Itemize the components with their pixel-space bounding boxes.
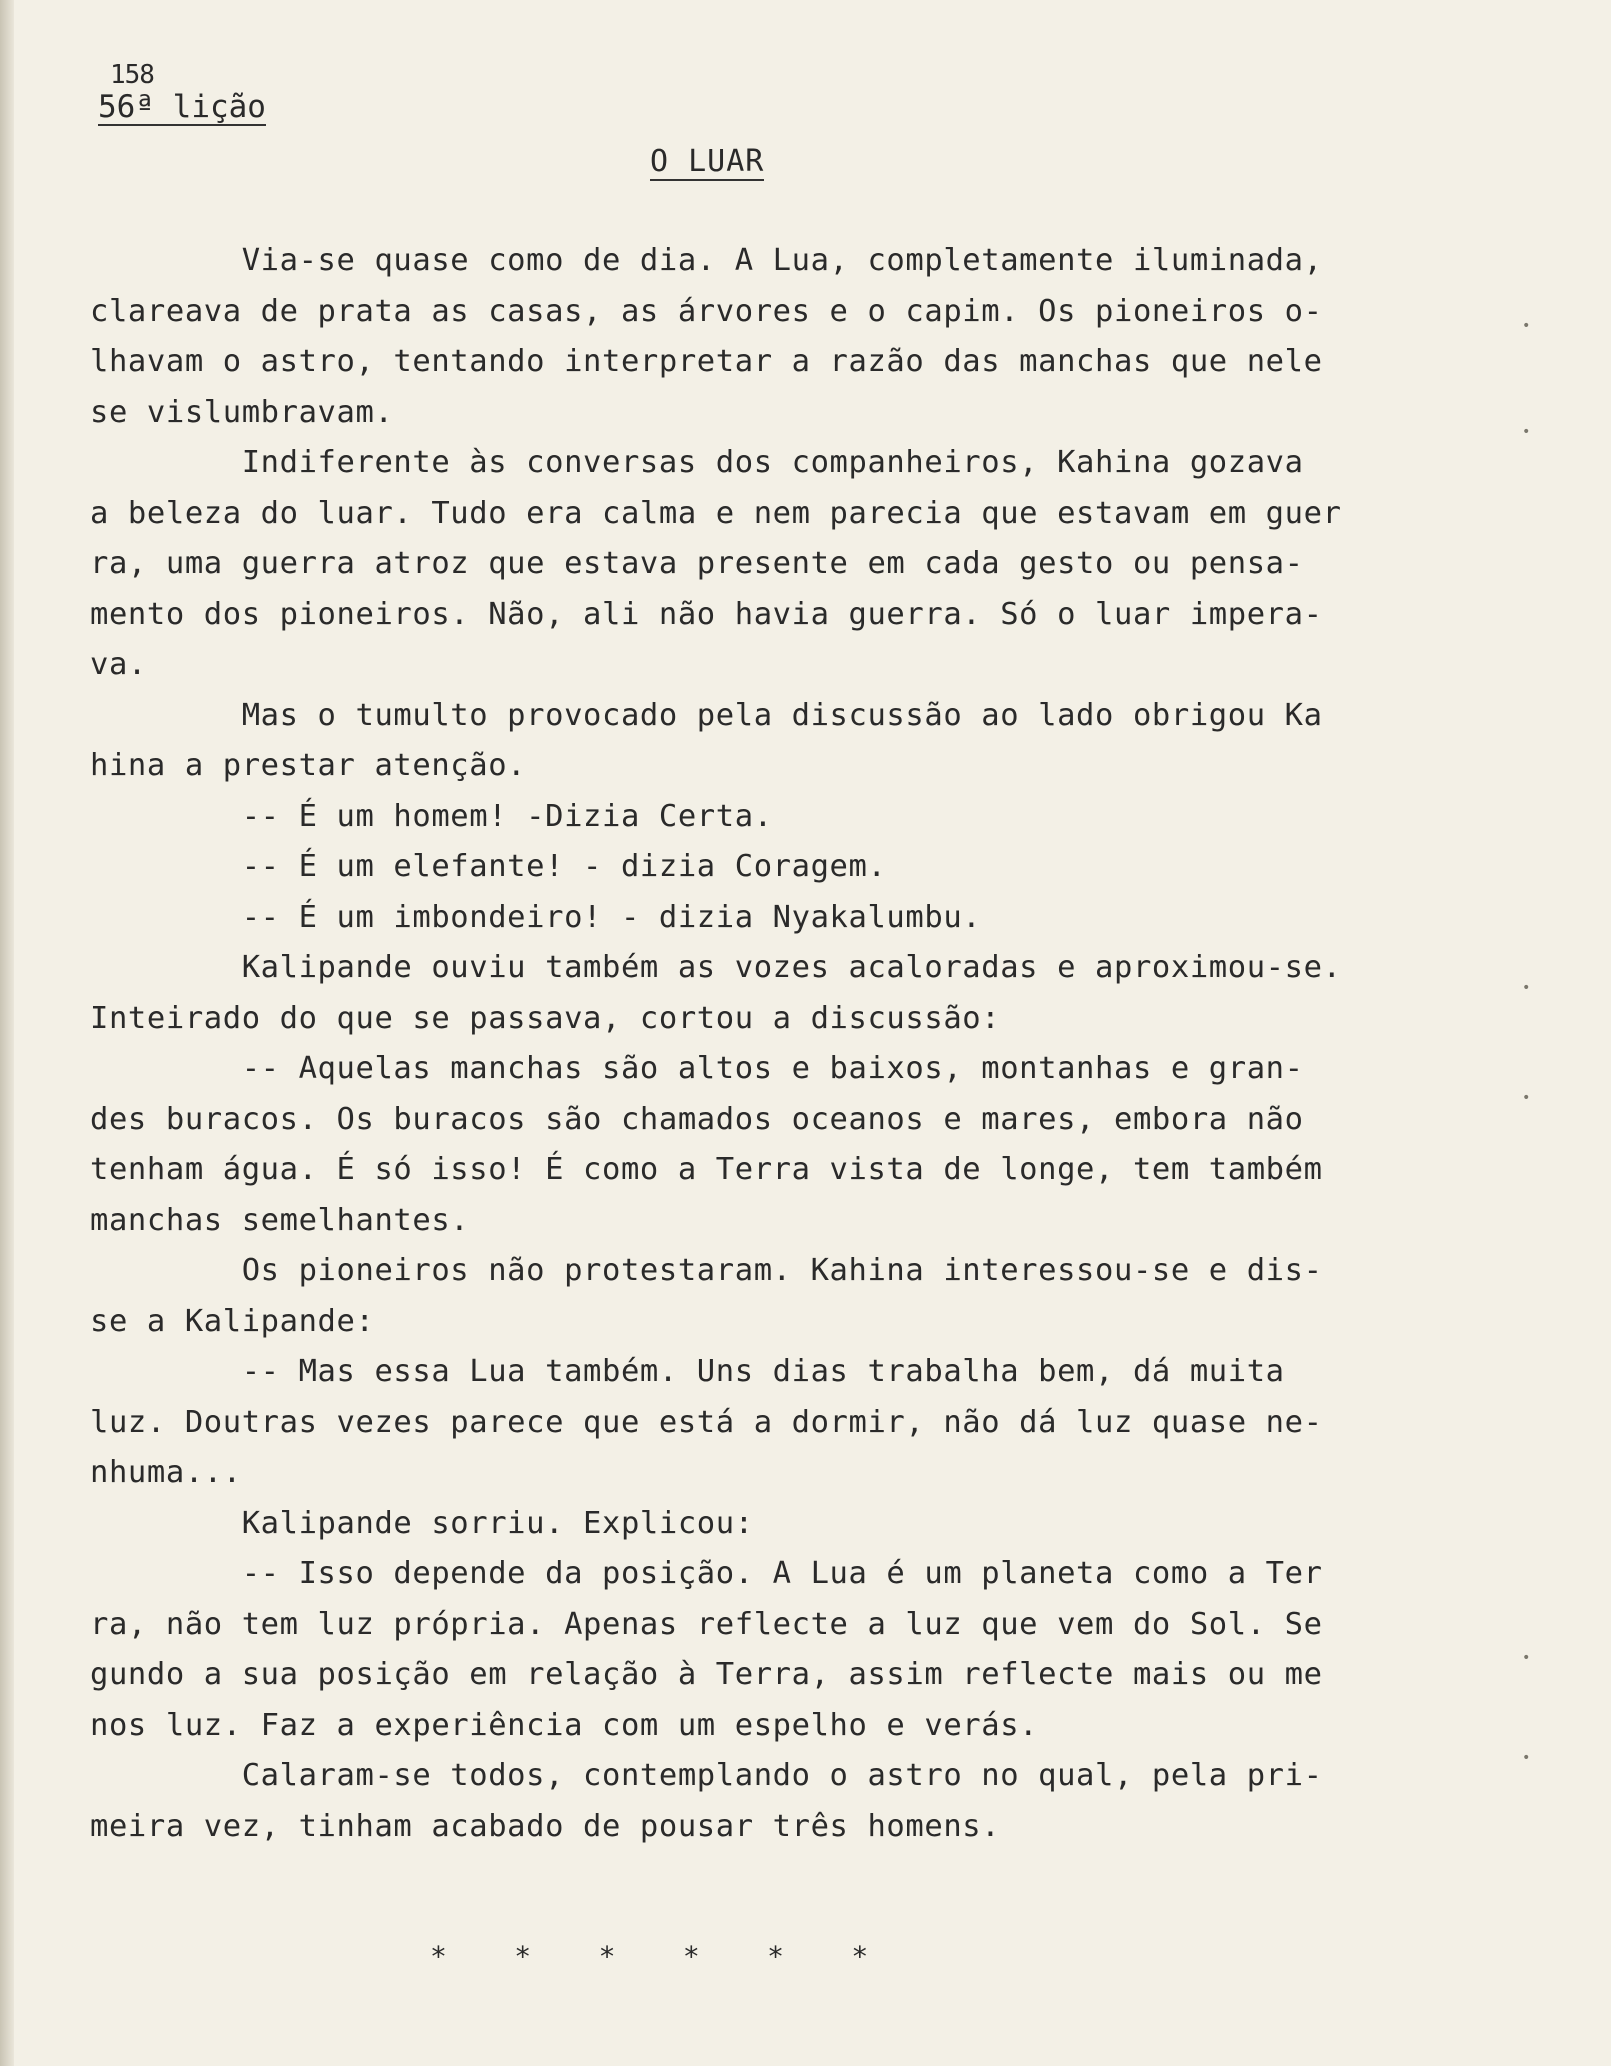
margin-dot: •: [1522, 1750, 1531, 1766]
text-line: Calaram-se todos, contemplando o astro no qual, pela pri-: [90, 1758, 1323, 1793]
text-line: Kalipande sorriu. Explicou:: [90, 1505, 754, 1541]
text-line: Kalipande ouviu também as vozes acaloradas e aproximou-se.: [90, 950, 1342, 985]
text-line: va.: [90, 647, 147, 682]
text-line: nhuma...: [90, 1455, 242, 1490]
text-line: -- Mas essa Lua também. Uns dias trabalha bem, dá muita: [90, 1354, 1285, 1389]
text-line: manchas semelhantes.: [90, 1202, 470, 1238]
margin-dot: •: [1522, 980, 1531, 996]
text-line: Inteirado do que se passava, cortou a discussão:: [90, 1000, 1001, 1036]
page-edge: [0, 0, 14, 2066]
text-line: gundo a sua posição em relação à Terra, assim reflecte mais ou me: [90, 1657, 1323, 1692]
text-line: des buracos. Os buracos são chamados oceanos e mares, embora não: [90, 1101, 1304, 1137]
margin-dot: •: [1522, 424, 1531, 440]
page-title: O LUAR: [650, 144, 765, 179]
lesson-label: 56ª lição: [98, 89, 266, 125]
text-line: Via-se quase como de dia. A Lua, completamente iluminada,: [90, 243, 1323, 278]
text-line: mento dos pioneiros. Não, ali não havia guerra. Só o luar impera-: [90, 596, 1323, 632]
text-line: -- É um elefante! - dizia Coragem.: [90, 849, 887, 884]
text-line: meira vez, tinham acabado de pousar três homens.: [90, 1808, 1001, 1844]
text-line: ra, não tem luz própria. Apenas reflecte a luz que vem do Sol. Se: [90, 1606, 1323, 1642]
text-line: se vislumbravam.: [90, 394, 394, 430]
margin-dot: •: [1522, 1650, 1531, 1666]
margin-dot: •: [1522, 318, 1531, 334]
text-line: lhavam o astro, tentando interpretar a razão das manchas que nele: [90, 344, 1323, 379]
page-number: 158: [110, 60, 154, 90]
text-line: nos luz. Faz a experiência com um espelho e verás.: [90, 1707, 1039, 1743]
document-body: [90, 236, 1390, 1852]
text-line: hina a prestar atenção.: [90, 748, 527, 783]
text-line: ra, uma guerra atroz que estava presente em cada gesto ou pensa-: [90, 546, 1304, 581]
text-line: -- Aquelas manchas são altos e baixos, montanhas e gran-: [90, 1051, 1304, 1086]
margin-dot: •: [1522, 1090, 1531, 1106]
text-line: Os pioneiros não protestaram. Kahina interessou-se e dis-: [90, 1253, 1323, 1288]
text-line: -- Isso depende da posição. A Lua é um planeta como a Ter: [90, 1556, 1323, 1591]
text-line: a beleza do luar. Tudo era calma e nem parecia que estavam em guer: [90, 495, 1342, 531]
text-line: tenham água. É só isso! É como a Terra vista de longe, tem também: [90, 1152, 1323, 1187]
text-line: -- É um imbondeiro! - dizia Nyakalumbu.: [90, 899, 982, 935]
text-line: se a Kalipande:: [90, 1303, 375, 1339]
text-line: -- É um homem! -Dizia Certa.: [90, 798, 773, 834]
section-separator: * * * * * *: [430, 1940, 869, 1973]
text-line: clareava de prata as casas, as árvores e o capim. Os pioneiros o-: [90, 293, 1323, 329]
text-line: Mas o tumulto provocado pela discussão ao lado obrigou Ka: [90, 697, 1323, 733]
text-line: Indiferente às conversas dos companheiros, Kahina gozava: [90, 445, 1304, 480]
text-line: luz. Doutras vezes parece que está a dormir, não dá luz quase ne-: [90, 1404, 1323, 1440]
